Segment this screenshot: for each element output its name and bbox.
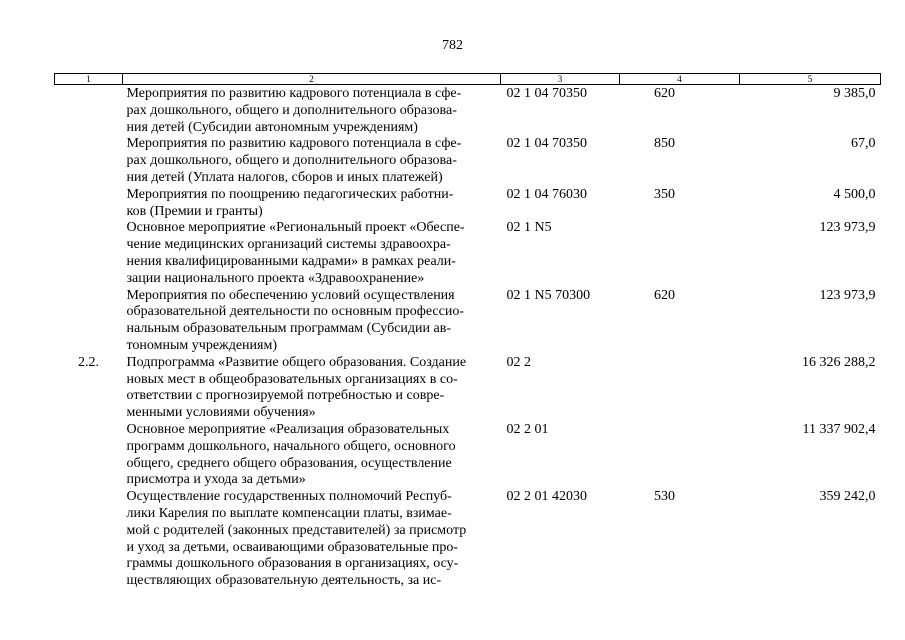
row-number xyxy=(55,422,123,489)
row-name: Мероприятия по развитию кадрового потенциала в сфе- рах дошкольного, общего и дополнительного образова- ния детей (Уплата налогов, сборов и иных платежей) xyxy=(126,136,462,185)
row-code: 02 1 N5 70300 xyxy=(506,287,591,303)
row-number xyxy=(55,220,123,287)
page-number: 782 xyxy=(442,38,463,53)
row-code: 02 1 04 76030 xyxy=(506,186,587,202)
row-expense-type xyxy=(620,422,740,489)
header-cell-type: 4 xyxy=(620,74,740,85)
table-row xyxy=(55,489,881,590)
table-row xyxy=(55,288,881,355)
row-name: Основное мероприятие «Региональный проект «Обеспе- чение медицинских организаций системы здравоохра- нения квалифицированными кадрами» в рамках реали- зации национального проекта «Здравоохранение» xyxy=(126,220,465,286)
row-amount: 9 385,0 xyxy=(833,86,876,101)
header-cell-sum: 5 xyxy=(740,74,881,85)
row-amount: 123 973,9 xyxy=(819,287,876,303)
row-number xyxy=(55,288,123,355)
row-expense-type xyxy=(620,355,740,422)
table-body xyxy=(55,85,881,590)
row-name: Мероприятия по поощрению педагогических работни- ков (Премии и гранты) xyxy=(126,186,454,219)
row-number xyxy=(55,489,123,590)
row-number xyxy=(55,187,123,221)
row-number xyxy=(55,136,123,186)
row-code: 02 2 xyxy=(506,354,531,370)
table-header xyxy=(55,74,881,85)
header-cell-code: 3 xyxy=(501,74,620,85)
row-expense-type: 350 xyxy=(654,186,675,202)
row-expense-type: 530 xyxy=(654,489,675,505)
header-cell-name: 2 xyxy=(123,74,501,85)
table-row xyxy=(55,136,881,186)
row-expense-type xyxy=(620,220,740,287)
row-code: 02 1 04 70350 xyxy=(506,136,587,152)
row-name: Мероприятия по развитию кадрового потенциала в сфе- рах дошкольного, общего и дополнительного образова- ния детей (Субсидии автономным учреждениям) xyxy=(126,86,462,135)
row-code: 02 2 01 xyxy=(506,421,549,437)
table-row xyxy=(55,355,881,422)
header-cell-num: 1 xyxy=(55,74,123,85)
table-row xyxy=(55,422,881,489)
row-number xyxy=(55,85,123,137)
row-amount: 4 500,0 xyxy=(833,186,876,202)
table-row xyxy=(55,85,881,137)
budget-table-container xyxy=(54,73,880,590)
row-amount: 11 337 902,4 xyxy=(802,421,876,437)
row-number: 2.2. xyxy=(78,354,99,370)
budget-table xyxy=(54,73,881,590)
row-name: Подпрограмма «Развитие общего образования. Создание новых мест в общеобразовательных организациях в со- ответствии с прогнозируемой потребностью и совре- менными условиями обучения» xyxy=(126,354,467,421)
row-expense-type: 620 xyxy=(654,287,675,303)
row-code: 02 2 01 42030 xyxy=(506,489,587,505)
row-name: Мероприятия по обеспечению условий осуществления образовательной деятельности по основным профессио- нальным образовательным программам (Субсидии ав- тономным учреждениям) xyxy=(126,287,465,353)
row-name: Осуществление государственных полномочий Респуб- лики Карелия по выплате компенсации платы, взимае- мой с родителей (законных представителей) за присмотр и уход за детьми, осваивающими образовательные про- граммы дошкольного образования в организациях, осу- ществляющих образовательную деятельность, за ис- xyxy=(126,489,467,589)
row-expense-type: 620 xyxy=(654,86,675,101)
row-code: 02 1 04 70350 xyxy=(506,86,587,101)
row-amount: 123 973,9 xyxy=(819,220,876,236)
row-code: 02 1 N5 xyxy=(506,220,552,236)
row-name: Основное мероприятие «Реализация образовательных программ дошкольного, начального общего, основного общего, среднего общего образования, осуществление присмотра и ухода за детьми» xyxy=(126,421,456,488)
row-amount: 359 242,0 xyxy=(819,489,876,505)
row-amount: 67,0 xyxy=(851,136,876,152)
table-row xyxy=(55,220,881,287)
header-row xyxy=(55,74,881,85)
row-expense-type: 850 xyxy=(654,136,675,152)
table-row xyxy=(55,187,881,221)
row-amount: 16 326 288,2 xyxy=(802,354,876,370)
